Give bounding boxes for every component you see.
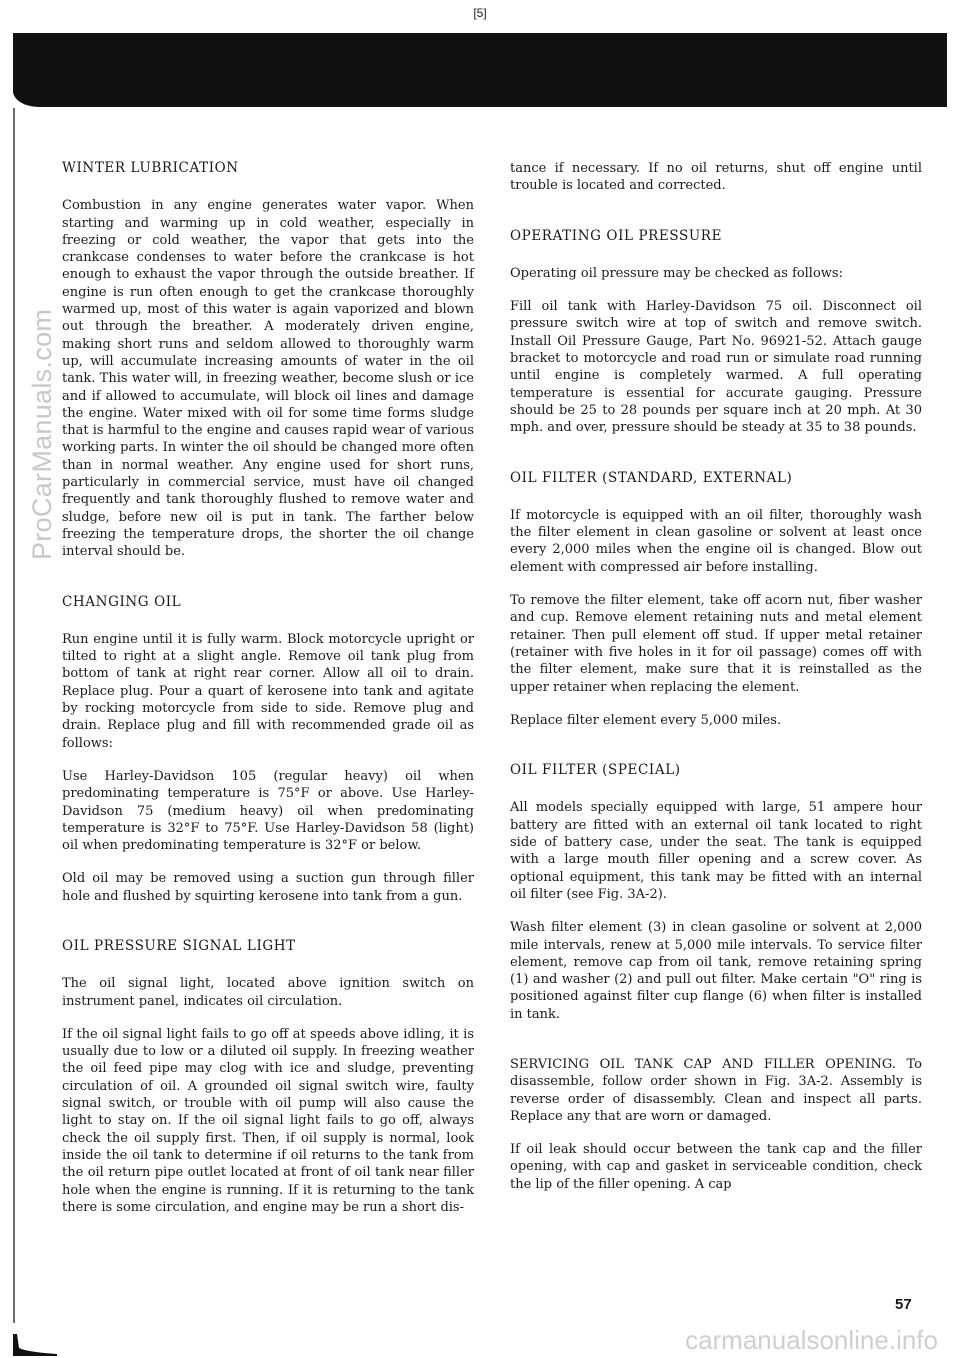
left-column xyxy=(62,160,474,1249)
left-margin-rule xyxy=(13,108,15,1323)
paragraph: The oil signal light, located above ignition switch on instrument panel, indicates oil circulation. xyxy=(62,976,474,1009)
paragraph: Replace filter element every 5,000 miles. xyxy=(510,712,782,728)
page-marker: [5] xyxy=(473,6,487,20)
paragraph: Use Harley-Davidson 105 (regular heavy) oil when predominating temperature is 75°F or above. Use Harley-Davidson 75 (medium heavy) oil when predominating temperature is 32°F to 75°F. Use Harley-Davidson 58 (light) oil when predominating temperature is 32°F or below. xyxy=(62,768,474,854)
paragraph: If motorcycle is equipped with an oil filter, thoroughly wash the filter element in clean gasoline or solvent at least once every 2,000 miles when the engine oil is changed. Blow out element with compressed air before installing. xyxy=(510,507,922,575)
paragraph: If oil leak should occur between the tank cap and the filler opening, with cap and gasket in serviceable condition, check the lip of the filler opening. A cap xyxy=(510,1142,922,1192)
paragraph: Wash filter element (3) in clean gasoline or solvent at 2,000 mile intervals, renew at 5,000 mile intervals. To service filter element, remove cap from oil tank, remove retaining spring (1) and washer (2) and pull out filter. Make certain "O" ring is positioned against filter cup flange (6) when filter is installed in tank. xyxy=(510,920,922,1022)
paragraph: Combustion in any engine generates water vapor. When starting and warming up in cold weather, especially in freezing or cold weather, the vapor that gets into the crankcase condenses to water before the crankcase is hot enough to exhaust the vapor through the outside breather. If engine is run often enough to get the crankcase thoroughly warmed up, most of this water is again vaporized and blown out through the breather. A moderately driven engine, making short runs and seldom allowed to thoroughly warm up, will accumulate increasing amounts of water in the oil tank. This water will, in freezing weather, become slush or ice and if allowed to accumulate, will block oil lines and damage the engine. Water mixed with oil for some time forms sludge that is harmful to the engine and causes rapid wear of various working parts. In winter the oil should be changed more often than in normal weather. Any engine used for short runs, particularly in commercial service, must have oil changed frequently and tank thoroughly flushed to remove water and sludge, before new oil is put in tank. The farther below freezing the temperature drops, the shorter the oil change interval should be. xyxy=(62,198,474,560)
paragraph: Old oil may be removed using a suction gun through filler hole and flushed by squirting kerosene into tank from a gun. xyxy=(62,871,474,904)
section-heading: OIL FILTER (STANDARD, EXTERNAL) xyxy=(510,469,793,486)
side-watermark: ProCarManuals.com xyxy=(27,308,57,560)
section-operating-oil-pressure xyxy=(510,228,922,437)
section-changing-oil xyxy=(62,594,474,905)
paragraph: Operating oil pressure may be checked as follows: xyxy=(510,265,843,281)
section-oil-pressure-signal-light xyxy=(62,938,474,1216)
section-winter-lubrication xyxy=(62,160,474,561)
section-heading: OPERATING OIL PRESSURE xyxy=(510,227,723,244)
paragraph: If the oil signal light fails to go off at speeds above idling, it is usually due to low or a diluted oil supply. In freezing weather the oil feed pipe may clog with ice and sludge, preventing circulation of oil. A grounded oil signal switch wire, faulty signal switch, or trouble with oil pump will also cause the light to stay on. If the oil signal light fails to go off, always check the oil supply first. Then, if oil supply is normal, look inside the oil tank to determine if oil returns to the tank from the oil return pipe outlet located at front of oil tank near filler hole when the engine is running. If it is returning to the tank there is some circulation, and engine may be run a short dis- xyxy=(62,1026,474,1215)
paragraph: All models specially equipped with large, 51 ampere hour battery are fitted with an external oil tank located to right side of battery case, under the seat. The tank is equipped with a large mouth filler opening and a screw cover. As optional equipment, this tank may be fitted with an internal oil filter (see Fig. 3A-2). xyxy=(510,800,922,902)
bottom-watermark: carmanualsonline.info xyxy=(685,1325,938,1355)
paragraph: Run engine until it is fully warm. Block motorcycle upright or tilted to right at a slight angle. Remove oil tank plug from bottom of tank at right rear corner. Allow all oil to drain. Replace plug. Pour a quart of kerosene into tank and agitate by rocking motorcycle from side to side. Remove plug and drain. Replace plug and fill with recommended grade oil as follows: xyxy=(62,631,474,751)
section-oil-filter-standard xyxy=(510,470,922,730)
section-heading: WINTER LUBRICATION xyxy=(62,160,239,176)
page-number: 57 xyxy=(895,1296,912,1313)
right-column xyxy=(510,160,922,1226)
section-heading: CHANGING OIL xyxy=(62,593,182,610)
section-heading: OIL PRESSURE SIGNAL LIGHT xyxy=(62,937,296,954)
section-heading: OIL FILTER (SPECIAL) xyxy=(510,762,681,779)
header-band xyxy=(13,33,947,107)
paragraph: Fill oil tank with Harley-Davidson 75 oil. Disconnect oil pressure switch wire at top of switch and remove switch. Install Oil Pressure Gauge, Part No. 96921-52. Attach gauge bracket to motorcycle and road run or simulate road running until engine is completely warmed. A full operating temperature is essential for accurate gauging. Pressure should be 25 to 28 pounds per square inch at 20 mph. At 30 mph. and over, pressure should be steady at 35 to 38 pounds. xyxy=(510,299,922,436)
corner-mark-icon xyxy=(13,1334,57,1356)
paragraph: tance if necessary. If no oil returns, shut off engine until trouble is located and corrected. xyxy=(510,161,922,194)
section-servicing-oil-tank-cap xyxy=(510,1056,922,1193)
section-oil-filter-special xyxy=(510,762,922,1023)
paragraph: To remove the filter element, take off acorn nut, fiber washer and cup. Remove element retaining nuts and metal element retainer. Then pull element off stud. If upper metal retainer (retainer with five holes in it for oil passage) comes off with the filter element, make sure that it is reinstalled as the upper retainer when replacing the element. xyxy=(510,593,922,695)
continued-text xyxy=(510,160,922,195)
paragraph: SERVICING OIL TANK CAP AND FILLER OPENING. To disassemble, follow order shown in Fig. 3A-2. Assembly is reverse order of disassembly. Clean and inspect all parts. Replace any that are worn or damaged. xyxy=(510,1056,922,1124)
